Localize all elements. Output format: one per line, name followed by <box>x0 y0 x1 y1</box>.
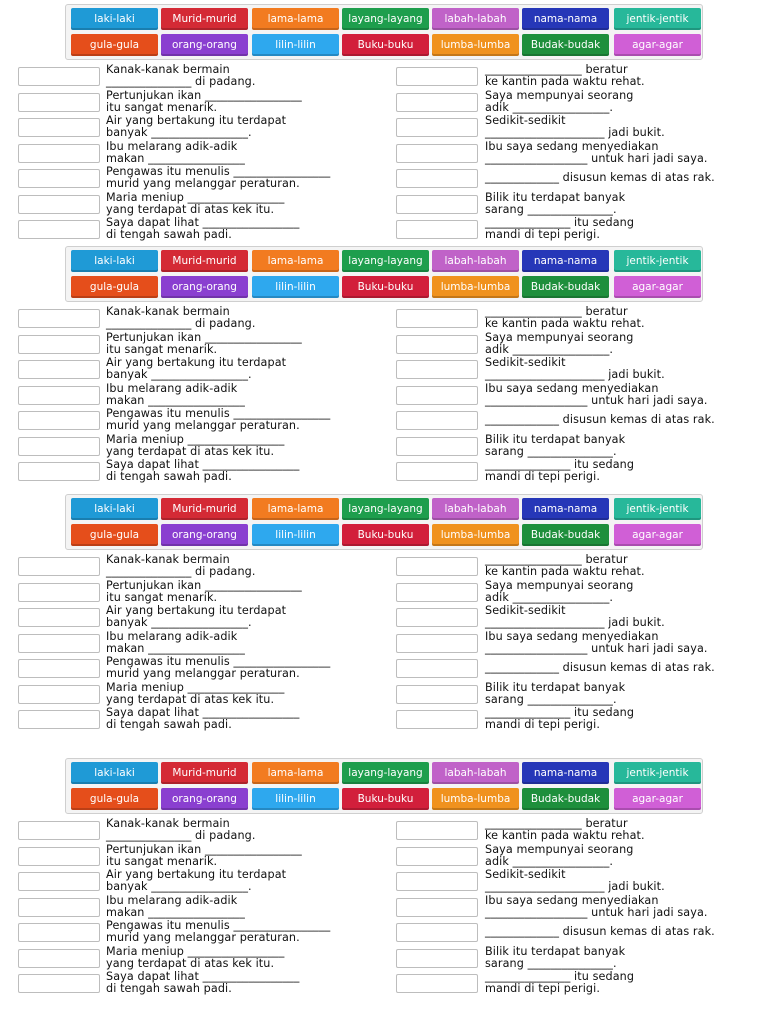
question-line-1: Maria meniup _________________ <box>106 190 285 204</box>
question-row <box>0 217 768 242</box>
word-tile[interactable]: lumba-lumba <box>432 34 519 56</box>
question-line-2: _______________ di padang. <box>106 829 256 842</box>
answer-drop-box[interactable] <box>396 462 478 481</box>
word-tile[interactable]: agar-agar <box>614 788 701 810</box>
question-line-2: _______________ di padang. <box>106 565 256 578</box>
question-text <box>485 414 715 426</box>
question-line-2: ke kantin pada waktu rehat. <box>485 829 645 842</box>
question-line-2: makan _________________ <box>106 641 245 655</box>
word-tile[interactable]: layang-layang <box>342 762 429 784</box>
question-row <box>0 332 768 357</box>
question-line-2: adik _________________. <box>485 100 614 114</box>
question-line-1: Pertunjukan ikan _________________ <box>106 330 302 344</box>
answer-drop-box[interactable] <box>396 608 478 627</box>
question-line-2: _____________ disusun kemas di atas rak. <box>485 661 715 674</box>
question-line-2: __________________ untuk hari jadi saya. <box>485 641 708 655</box>
question-line-2: mandi di tepi perigi. <box>485 718 600 731</box>
question-line-1: Pengawas itu menulis _________________ <box>106 165 331 178</box>
question-row <box>0 90 768 115</box>
answer-drop-box[interactable] <box>396 93 478 112</box>
question-text <box>485 844 634 868</box>
question-row <box>0 357 768 382</box>
question-line-2: di tengah sawah padi. <box>106 982 232 995</box>
question-line-1: Kanak-kanak bermain <box>106 63 230 76</box>
question-line-2: itu sangat menarik. <box>106 342 218 356</box>
word-tile[interactable]: lilin-lilin <box>252 34 339 56</box>
question-line-2: _______________ di padang. <box>106 75 256 88</box>
question-line-2: makan _________________ <box>106 393 245 407</box>
question-line-1: Pengawas itu menulis _________________ <box>106 919 331 932</box>
word-tile[interactable]: lama-lama <box>252 250 339 272</box>
question-line-1: _______________ itu sedang <box>485 458 635 471</box>
question-line-1: _______________ itu sedang <box>485 706 635 719</box>
answer-drop-box[interactable] <box>396 220 478 239</box>
question-line-1: _________________ beratur <box>485 305 628 318</box>
word-tile[interactable]: jentik-jentik <box>614 498 701 520</box>
word-bank <box>65 494 703 550</box>
question-text <box>485 580 634 604</box>
question-text <box>485 115 665 139</box>
word-tile[interactable]: laki-laki <box>71 498 158 520</box>
question-line-2: makan _________________ <box>106 905 245 919</box>
question-line-2: murid yang melanggar peraturan. <box>106 667 300 680</box>
question-line-2: adik _________________. <box>485 590 614 604</box>
question-line-1: Ibu melarang adik-adik <box>106 629 238 643</box>
question-row <box>0 656 768 681</box>
word-tile[interactable]: gula-gula <box>71 34 158 56</box>
word-tile[interactable]: orang-orang <box>161 524 248 546</box>
question-line-2: sarang _______________. <box>485 202 617 216</box>
word-tile[interactable]: gula-gula <box>71 524 158 546</box>
question-line-1: Kanak-kanak bermain <box>106 553 230 566</box>
question-row <box>0 64 768 89</box>
question-text <box>485 217 634 241</box>
answer-drop-box[interactable] <box>396 659 478 678</box>
question-line-1: Saya dapat lihat _________________ <box>106 216 300 229</box>
word-tile[interactable]: gula-gula <box>71 276 158 298</box>
answer-drop-box[interactable] <box>396 710 478 729</box>
question-line-2: di tengah sawah padi. <box>106 718 232 731</box>
question-line-2: adik _________________. <box>485 854 614 868</box>
question-line-2: banyak _________________. <box>106 616 252 629</box>
question-line-2: _____________________ jadi bukit. <box>485 880 665 893</box>
word-tile[interactable]: labah-labah <box>432 8 519 30</box>
question-line-1: Ibu melarang adik-adik <box>106 381 238 395</box>
question-text <box>485 971 634 995</box>
question-line-1: _________________ beratur <box>485 553 628 566</box>
word-tile[interactable]: orang-orang <box>161 34 248 56</box>
question-line-2: mandi di tepi perigi. <box>485 228 600 241</box>
question-row <box>0 946 768 971</box>
word-tile[interactable]: Budak-budak <box>522 524 609 546</box>
question-line-2: murid yang melanggar peraturan. <box>106 931 300 944</box>
question-line-2: __________________ untuk hari jadi saya. <box>485 905 708 919</box>
word-tile[interactable]: lama-lama <box>252 762 339 784</box>
question-text <box>485 631 708 655</box>
question-row <box>0 707 768 732</box>
word-tile[interactable]: Murid-murid <box>161 498 248 520</box>
answer-drop-box[interactable] <box>396 634 478 653</box>
word-tile[interactable]: lumba-lumba <box>432 788 519 810</box>
question-line-1: Ibu melarang adik-adik <box>106 893 238 907</box>
word-tile[interactable]: labah-labah <box>432 498 519 520</box>
question-line-1: Ibu saya sedang menyediakan <box>485 381 659 395</box>
question-text <box>485 605 665 629</box>
answer-drop-box[interactable] <box>396 949 478 968</box>
question-line-2: __________________ untuk hari jadi saya. <box>485 393 708 407</box>
worksheet-section <box>0 490 768 740</box>
question-row <box>0 605 768 630</box>
word-bank <box>65 758 703 814</box>
answer-drop-box[interactable] <box>396 898 478 917</box>
question-line-2: _____________ disusun kemas di atas rak. <box>485 171 715 184</box>
question-line-2: murid yang melanggar peraturan. <box>106 419 300 432</box>
word-tile[interactable]: Budak-budak <box>522 276 609 298</box>
question-row <box>0 192 768 217</box>
question-line-1: Saya dapat lihat _________________ <box>106 706 300 719</box>
word-tile[interactable]: laki-laki <box>71 762 158 784</box>
answer-drop-box[interactable] <box>396 872 478 891</box>
question-line-1: Sedikit-sedikit <box>485 604 566 617</box>
word-tile[interactable]: labah-labah <box>432 250 519 272</box>
question-line-1: Pertunjukan ikan _________________ <box>106 578 302 592</box>
question-line-2: yang terdapat di atas kek itu. <box>106 202 275 216</box>
question-line-2: _____________ disusun kemas di atas rak. <box>485 413 715 426</box>
question-row <box>0 920 768 945</box>
question-line-1: Air yang bertakung itu terdapat <box>106 868 287 881</box>
answer-drop-box[interactable] <box>396 974 478 993</box>
question-line-1: _______________ itu sedang <box>485 970 635 983</box>
question-line-2: makan _________________ <box>106 151 245 165</box>
question-line-1: Pengawas itu menulis _________________ <box>106 407 331 420</box>
question-line-2: yang terdapat di atas kek itu. <box>106 956 275 970</box>
word-tile[interactable]: lilin-lilin <box>252 788 339 810</box>
word-tile[interactable]: lumba-lumba <box>432 524 519 546</box>
answer-drop-box[interactable] <box>396 583 478 602</box>
question-line-1: Saya mempunyai seorang <box>485 330 634 344</box>
question-line-2: __________________ untuk hari jadi saya. <box>485 151 708 165</box>
question-line-2: sarang _______________. <box>485 956 617 970</box>
question-text <box>485 895 708 919</box>
question-line-2: adik _________________. <box>485 342 614 356</box>
word-tile[interactable]: labah-labah <box>432 762 519 784</box>
question-text <box>485 172 715 184</box>
answer-drop-box[interactable] <box>396 118 478 137</box>
question-line-2: _____________ disusun kemas di atas rak. <box>485 925 715 938</box>
word-tile[interactable]: lama-lama <box>252 498 339 520</box>
question-line-2: yang terdapat di atas kek itu. <box>106 692 275 706</box>
question-text <box>485 926 715 938</box>
answer-drop-box[interactable] <box>396 847 478 866</box>
question-line-2: _______________ di padang. <box>106 317 256 330</box>
answer-drop-box[interactable] <box>396 557 478 576</box>
question-text <box>485 554 645 578</box>
question-text <box>485 306 645 330</box>
question-row <box>0 971 768 996</box>
question-row <box>0 818 768 843</box>
word-tile[interactable]: lilin-lilin <box>252 276 339 298</box>
word-tile[interactable]: Buku-buku <box>342 34 429 56</box>
question-line-2: sarang _______________. <box>485 692 617 706</box>
question-line-2: mandi di tepi perigi. <box>485 982 600 995</box>
question-line-1: Bilik itu terdapat banyak <box>485 190 626 204</box>
word-tile[interactable]: laki-laki <box>71 8 158 30</box>
question-line-1: Kanak-kanak bermain <box>106 305 230 318</box>
word-tile[interactable]: agar-agar <box>614 524 701 546</box>
answer-drop-box[interactable] <box>396 169 478 188</box>
question-text <box>485 869 665 893</box>
question-text <box>485 662 715 674</box>
question-row <box>0 895 768 920</box>
word-tile[interactable]: layang-layang <box>342 498 429 520</box>
word-tile[interactable]: Buku-buku <box>342 788 429 810</box>
word-tile[interactable]: Buku-buku <box>342 524 429 546</box>
answer-drop-box[interactable] <box>396 144 478 163</box>
question-line-1: Sedikit-sedikit <box>485 868 566 881</box>
question-line-2: ke kantin pada waktu rehat. <box>485 317 645 330</box>
question-line-1: Ibu saya sedang menyediakan <box>485 893 659 907</box>
question-text <box>485 946 625 970</box>
question-line-1: Saya mempunyai seorang <box>485 842 634 856</box>
word-bank <box>65 246 703 302</box>
question-text <box>485 192 625 216</box>
question-line-1: Kanak-kanak bermain <box>106 817 230 830</box>
word-tile[interactable]: Buku-buku <box>342 276 429 298</box>
word-tile[interactable]: nama-nama <box>522 8 609 30</box>
worksheet-section <box>0 0 768 250</box>
question-line-1: Ibu saya sedang menyediakan <box>485 139 659 153</box>
question-row <box>0 459 768 484</box>
answer-drop-box[interactable] <box>396 821 478 840</box>
question-row <box>0 383 768 408</box>
question-line-1: Maria meniup _________________ <box>106 680 285 694</box>
word-tile[interactable]: Murid-murid <box>161 250 248 272</box>
question-text <box>485 332 634 356</box>
question-row <box>0 115 768 140</box>
word-tile[interactable]: nama-nama <box>522 250 609 272</box>
word-tile[interactable]: Budak-budak <box>522 34 609 56</box>
question-line-2: itu sangat menarik. <box>106 100 218 114</box>
question-line-2: ke kantin pada waktu rehat. <box>485 75 645 88</box>
question-row <box>0 166 768 191</box>
question-line-2: _____________________ jadi bukit. <box>485 616 665 629</box>
word-tile[interactable]: gula-gula <box>71 788 158 810</box>
question-line-2: _____________________ jadi bukit. <box>485 126 665 139</box>
worksheet-section <box>0 754 768 1004</box>
question-row <box>0 869 768 894</box>
question-line-1: Maria meniup _________________ <box>106 432 285 446</box>
question-text <box>485 64 645 88</box>
worksheet-section <box>0 242 768 492</box>
question-line-2: _____________________ jadi bukit. <box>485 368 665 381</box>
word-tile[interactable]: nama-nama <box>522 762 609 784</box>
word-tile[interactable]: lama-lama <box>252 8 339 30</box>
question-text <box>485 434 625 458</box>
question-line-2: di tengah sawah padi. <box>106 470 232 483</box>
word-tile[interactable]: Murid-murid <box>161 762 248 784</box>
question-text <box>485 707 634 731</box>
question-text <box>485 383 708 407</box>
word-tile[interactable]: lilin-lilin <box>252 524 339 546</box>
question-line-2: banyak _________________. <box>106 126 252 139</box>
question-line-2: banyak _________________. <box>106 368 252 381</box>
question-line-1: Sedikit-sedikit <box>485 356 566 369</box>
answer-drop-box[interactable] <box>396 411 478 430</box>
question-row <box>0 682 768 707</box>
word-tile[interactable]: lumba-lumba <box>432 276 519 298</box>
answer-drop-box[interactable] <box>396 685 478 704</box>
question-line-2: murid yang melanggar peraturan. <box>106 177 300 190</box>
question-text <box>485 141 708 165</box>
question-line-1: Pengawas itu menulis _________________ <box>106 655 331 668</box>
answer-drop-box[interactable] <box>396 360 478 379</box>
question-line-1: Saya mempunyai seorang <box>485 578 634 592</box>
word-tile[interactable]: laki-laki <box>71 250 158 272</box>
question-text <box>485 90 634 114</box>
question-text <box>485 357 665 381</box>
question-text <box>485 818 645 842</box>
question-row <box>0 306 768 331</box>
question-row <box>0 631 768 656</box>
question-line-1: Saya mempunyai seorang <box>485 88 634 102</box>
word-bank <box>65 4 703 60</box>
question-line-1: Maria meniup _________________ <box>106 944 285 958</box>
question-line-1: Saya dapat lihat _________________ <box>106 458 300 471</box>
question-text <box>485 682 625 706</box>
question-row <box>0 434 768 459</box>
word-tile[interactable]: nama-nama <box>522 498 609 520</box>
answer-drop-box[interactable] <box>396 386 478 405</box>
word-tile[interactable]: agar-agar <box>614 276 701 298</box>
answer-drop-box[interactable] <box>396 923 478 942</box>
question-line-1: Pertunjukan ikan _________________ <box>106 88 302 102</box>
word-tile[interactable]: jentik-jentik <box>614 250 701 272</box>
question-line-1: Air yang bertakung itu terdapat <box>106 604 287 617</box>
question-line-1: _______________ itu sedang <box>485 216 635 229</box>
question-line-1: Ibu saya sedang menyediakan <box>485 629 659 643</box>
word-tile[interactable]: jentik-jentik <box>614 8 701 30</box>
question-line-2: di tengah sawah padi. <box>106 228 232 241</box>
answer-drop-box[interactable] <box>396 335 478 354</box>
word-tile[interactable]: layang-layang <box>342 250 429 272</box>
question-row <box>0 844 768 869</box>
question-line-1: _________________ beratur <box>485 817 628 830</box>
question-line-1: Bilik itu terdapat banyak <box>485 432 626 446</box>
word-tile[interactable]: agar-agar <box>614 34 701 56</box>
question-line-2: itu sangat menarik. <box>106 590 218 604</box>
question-line-2: ke kantin pada waktu rehat. <box>485 565 645 578</box>
question-line-1: Air yang bertakung itu terdapat <box>106 356 287 369</box>
question-line-1: Ibu melarang adik-adik <box>106 139 238 153</box>
answer-drop-box[interactable] <box>396 67 478 86</box>
question-line-2: itu sangat menarik. <box>106 854 218 868</box>
question-line-2: yang terdapat di atas kek itu. <box>106 444 275 458</box>
word-tile[interactable]: Murid-murid <box>161 8 248 30</box>
question-line-1: Bilik itu terdapat banyak <box>485 944 626 958</box>
question-line-1: Air yang bertakung itu terdapat <box>106 114 287 127</box>
question-row <box>0 580 768 605</box>
word-tile[interactable]: layang-layang <box>342 8 429 30</box>
question-text <box>485 459 634 483</box>
question-line-1: Pertunjukan ikan _________________ <box>106 842 302 856</box>
word-tile[interactable]: Budak-budak <box>522 788 609 810</box>
question-row <box>0 554 768 579</box>
question-row <box>0 408 768 433</box>
word-tile[interactable]: orang-orang <box>161 276 248 298</box>
word-tile[interactable]: orang-orang <box>161 788 248 810</box>
word-tile[interactable]: jentik-jentik <box>614 762 701 784</box>
question-line-1: _________________ beratur <box>485 63 628 76</box>
question-row <box>0 141 768 166</box>
question-line-2: mandi di tepi perigi. <box>485 470 600 483</box>
question-line-1: Saya dapat lihat _________________ <box>106 970 300 983</box>
question-line-1: Bilik itu terdapat banyak <box>485 680 626 694</box>
question-line-1: Sedikit-sedikit <box>485 114 566 127</box>
answer-drop-box[interactable] <box>396 309 478 328</box>
answer-drop-box[interactable] <box>396 195 478 214</box>
answer-drop-box[interactable] <box>396 437 478 456</box>
question-line-2: banyak _________________. <box>106 880 252 893</box>
question-line-2: sarang _______________. <box>485 444 617 458</box>
